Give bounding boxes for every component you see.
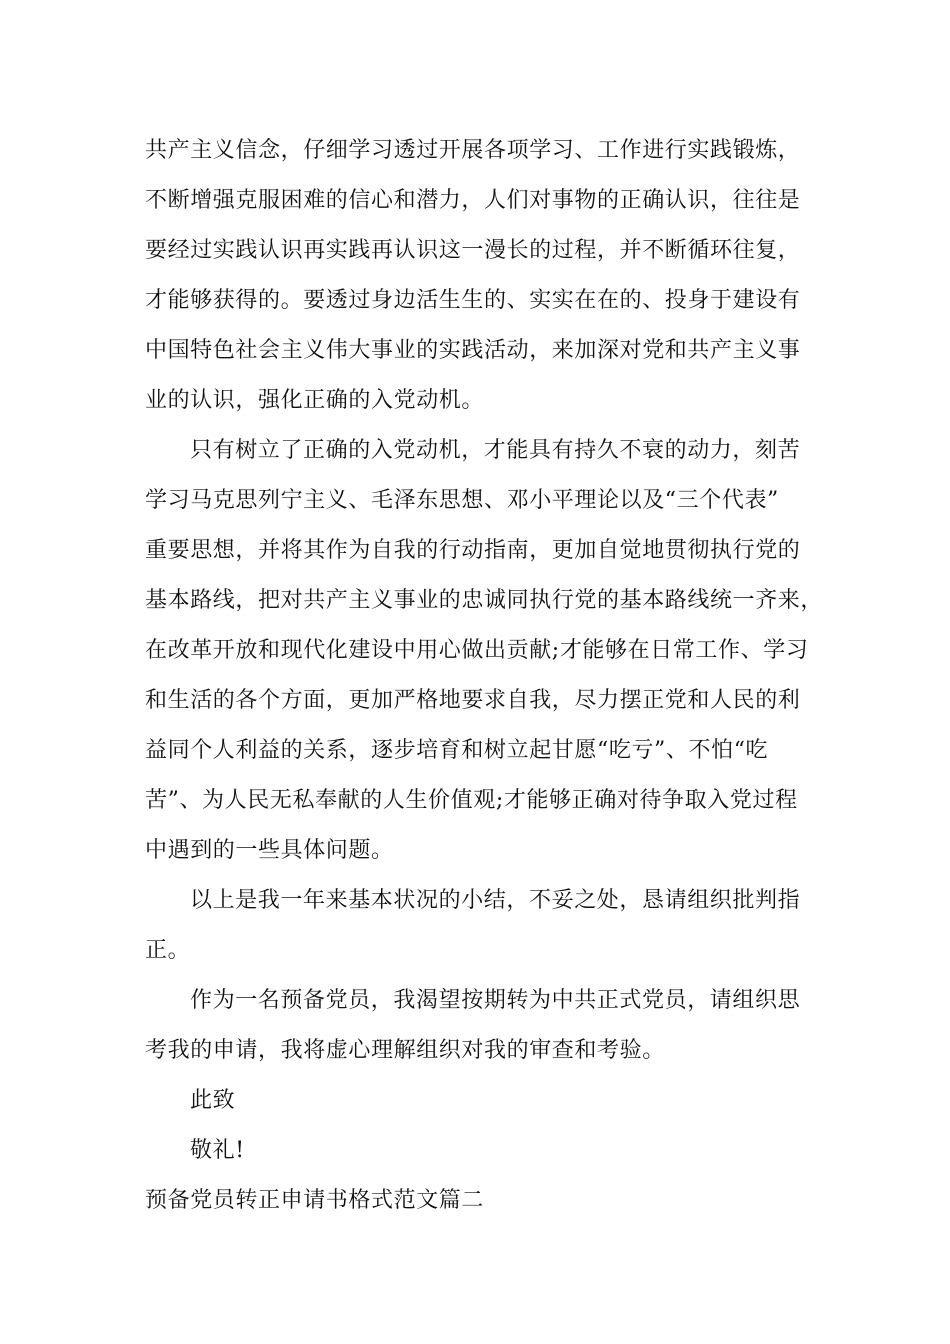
- body-text-line: 才能够获得的。要透过身边活生生的、实实在在的、投身于建设有: [145, 288, 801, 313]
- body-text-line: 和生活的各个方面，更加严格地要求自我，尽力摆正党和人民的利: [145, 688, 801, 713]
- body-text-line: 在改革开放和现代化建设中用心做出贡献;才能够在日常工作、学习: [145, 638, 809, 663]
- closing-regards: 敬礼!: [190, 1138, 245, 1163]
- body-text-line: 要经过实践认识再实践再认识这一漫长的过程，并不断循环往复，: [145, 238, 801, 263]
- body-text-line: 正。: [145, 938, 191, 963]
- body-text-line: 不断增强克服困难的信心和潜力，人们对事物的正确认识，往往是: [145, 188, 801, 213]
- closing-salutation: 此致: [190, 1088, 236, 1113]
- body-text-line: 业的认识，强化正确的入党动机。: [145, 388, 485, 413]
- body-text-line: 中遇到的一些具体问题。: [145, 838, 394, 863]
- body-text-line: 益同个人利益的关系，逐步培育和树立起甘愿“吃亏”、不怕“吃: [145, 738, 769, 763]
- body-text-line: 考我的申请，我将虚心理解组织对我的审查和考验。: [145, 1038, 665, 1063]
- body-text-line: 学习马克思列宁主义、毛泽东思想、邓小平理论以及“三个代表”: [145, 488, 779, 513]
- body-text-line: 苦”、为人民无私奉献的人生价值观;才能够正确对待争取入党过程: [145, 788, 798, 813]
- body-text-line: 基本路线，把对共产主义事业的忠诚同执行党的基本路线统一齐来，: [145, 588, 824, 613]
- paragraph-first-line: 以上是我一年来基本状况的小结，不妥之处，恳请组织批判指: [190, 888, 801, 913]
- body-text-line: 中国特色社会主义伟大事业的实践活动，来加深对党和共产主义事: [145, 338, 801, 363]
- paragraph-first-line: 只有树立了正确的入党动机，才能具有持久不衰的动力，刻苦: [190, 438, 801, 463]
- paragraph-first-line: 作为一名预备党员，我渴望按期转为中共正式党员，请组织思: [190, 988, 801, 1013]
- body-text-line: 重要思想，并将其作为自我的行动指南，更加自觉地贯彻执行党的: [145, 538, 801, 563]
- body-text-line: 共产主义信念，仔细学习透过开展各项学习、工作进行实践锻炼，: [145, 138, 801, 163]
- section-title: 预备党员转正申请书格式范文篇二: [145, 1188, 485, 1213]
